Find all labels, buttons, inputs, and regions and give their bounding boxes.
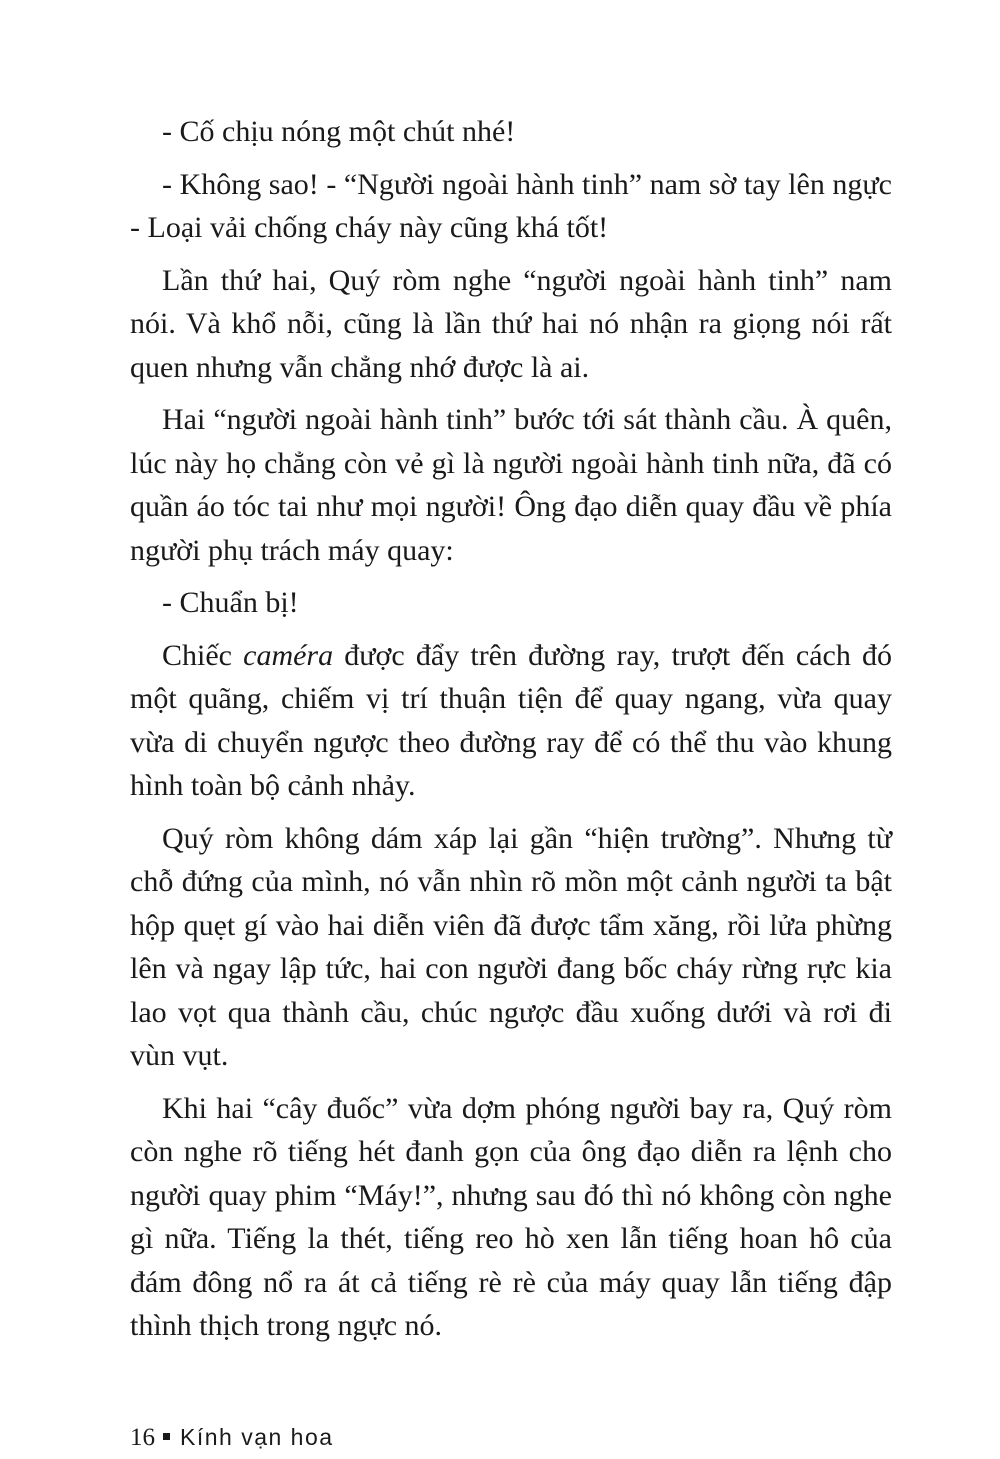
page-number: 16 [130,1424,155,1451]
separator-bullet [163,1433,170,1440]
running-title: Kính vạn hoa [180,1424,334,1450]
paragraph-4: Hai “người ngoài hành tinh” bước tới sát thành cầu. À quên, lúc này họ chẳng còn vẻ gì là người ngoài hành tinh nữa, đã có quần áo tóc tai như mọi người! Ông đạo diễn quay đầu về phía người phụ trách máy quay: [130,403,892,567]
paragraph-5: - Chuẩn bị! [162,586,299,619]
page-body [130,110,892,1357]
paragraph-6-before: Chiếc [162,638,244,672]
paragraph-7: Quý ròm không dám xáp lại gần “hiện trường”. Nhưng từ chỗ đứng của mình, nó vẫn nhìn rõ mồn một cảnh người ta bật hộp quẹt gí vào hai diễn viên đã được tẩm xăng, rồi lửa phừng lên và ngay lập tức, hai con người đang bốc cháy rừng rực kia lao vọt qua thành cầu, chúc ngược đầu xuống dưới và rơi đi vùn vụt. [130,821,892,1072]
paragraph-3: Lần thứ hai, Quý ròm nghe “người ngoài hành tinh” nam nói. Và khổ nỗi, cũng là lần thứ hai nó nhận ra giọng nói rất quen nhưng vẫn chẳng nhớ được là ai. [130,263,892,384]
paragraph-6-after: được đẩy trên đường ray, trượt đến cách đó một quãng, chiếm vị trí thuận tiện để quay ngang, vừa quay vừa di chuyển ngược theo đường ray để có thể thu vào khung hình toàn bộ cảnh nhảy. [130,638,892,802]
paragraph-6 [130,634,892,808]
paragraph-2: - Không sao! - “Người ngoài hành tinh” nam sờ tay lên ngực - Loại vải chống cháy này cũng khá tốt! [130,167,892,244]
page-footer [130,1422,334,1453]
paragraph-8: Khi hai “cây đuốc” vừa dợm phóng người bay ra, Quý ròm còn nghe rõ tiếng hét đanh gọn của ông đạo diễn ra lệnh cho người quay phim “Máy!”, nhưng sau đó thì nó không còn nghe gì nữa. Tiếng la thét, tiếng reo hò xen lẫn tiếng hoan hô của đám đông nổ ra át cả tiếng rè rè của máy quay lẫn tiếng đập thình thịch trong ngực nó. [130,1091,892,1342]
paragraph-1: - Cố chịu nóng một chút nhé! [162,115,516,148]
paragraph-6-italic: caméra [243,638,334,672]
